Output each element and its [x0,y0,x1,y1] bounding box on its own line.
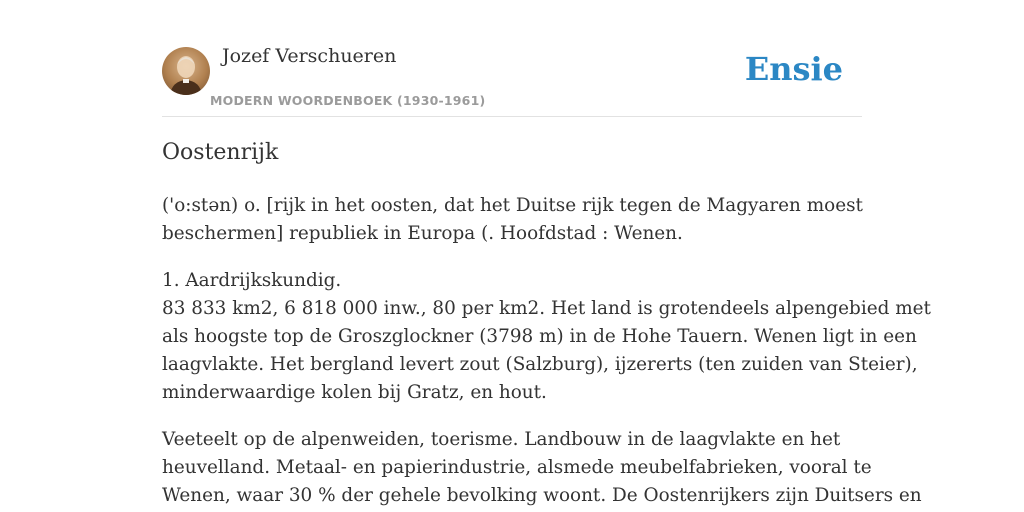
author-avatar[interactable] [162,47,210,95]
paragraph-pronunciation [162,192,862,248]
author-name[interactable]: Jozef Verschueren [222,45,397,67]
site-logo[interactable]: Ensie [744,50,843,88]
text-line: 1. Aardrijkskundig. [162,270,342,291]
article-title: Oostenrijk [162,140,279,165]
text-line: 83 833 km2, 6 818 000 inw., 80 per km2. Het land is grotendeels alpengebied met [162,298,931,319]
source-label[interactable]: MODERN WOORDENBOEK (1930-1961) [210,93,486,108]
text-line: als hoogste top de Groszglockner (3798 m) in de Hohe Tauern. Wenen ligt in een [162,326,917,347]
page [162,0,931,512]
text-line: minderwaardige kolen bij Gratz, en hout. [162,382,547,403]
paragraph-economy [162,426,922,510]
text-line: laagvlakte. Het bergland levert zout (Salzburg), ijzererts (ten zuiden van Steier), [162,354,918,375]
text-line: heuvelland. Metaal- en papierindustrie, alsmede meubelfabrieken, vooral te [162,457,872,478]
header [162,0,862,117]
article-body [162,192,931,512]
text-line: Veeteelt op de alpenweiden, toerisme. Landbouw in de laagvlakte en het [162,429,841,450]
text-line: beschermen] republiek in Europa (. Hoofdstad : Wenen. [162,223,683,244]
text-line: Wenen, waar 30 % der gehele bevolking woont. De Oostenrijkers zijn Duitsers en [162,485,922,506]
text-line: ('o:stən) o. [rijk in het oosten, dat het Duitse rijk tegen de Magyaren moest [162,195,863,216]
paragraph-geography [162,267,931,407]
portrait-icon [162,47,210,95]
